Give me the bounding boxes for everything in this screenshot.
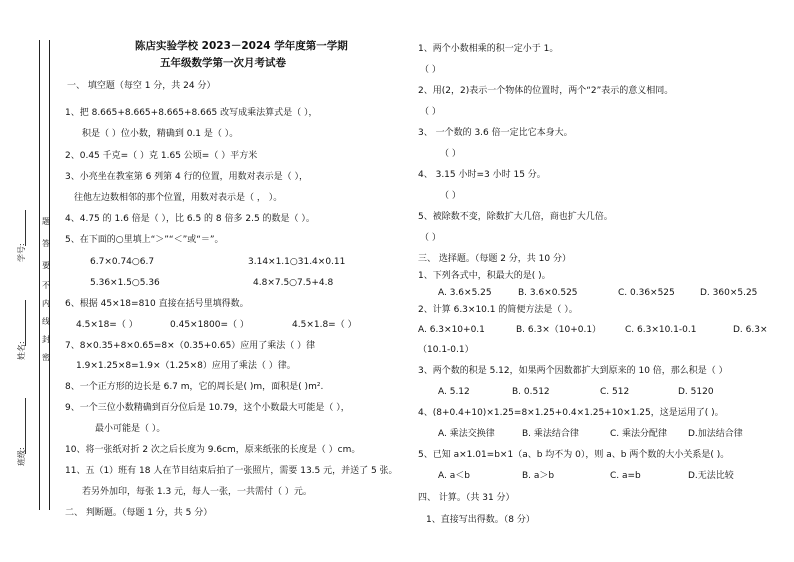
exam-title: 五年级数学第一次月考试卷 bbox=[160, 57, 286, 69]
choice-option: A. 乘法交换律 bbox=[438, 429, 495, 439]
question-1-line1: 1、把 8.665+8.665+8.665+8.665 改写成乘法算式是（ ）， bbox=[65, 108, 318, 118]
compare-item: 3.14×1.1○31.4×0.11 bbox=[248, 257, 346, 267]
choice-option: B. a＞b bbox=[522, 471, 555, 481]
calc-item: 4.5×18=（ ） bbox=[76, 320, 138, 330]
choice-4: 4、(8+0.4+10)×1.25=8×1.25+0.4×1.25+10×1.25，这是运用了( )。 bbox=[418, 408, 724, 418]
question-3-line2: 往他左边数相邻的那个位置，用数对表示是（ ， ）。 bbox=[74, 193, 283, 203]
seal-char: 封 bbox=[42, 335, 50, 344]
choice-option: D.加法结合律 bbox=[688, 429, 743, 439]
judgment-2-answer: （ ） bbox=[420, 107, 441, 117]
choice-option: B. 0.512 bbox=[512, 387, 550, 397]
question-11-line1: 11、五（1）班有 18 人在节目结束后拍了一张照片，需要 13.5 元，并送了 5 张。 bbox=[65, 466, 398, 476]
school-title: 陈店实验学校 2023－2024 学年度第一学期 bbox=[135, 40, 348, 52]
compare-item: 4.8×7.5○7.5+4.8 bbox=[253, 278, 334, 288]
question-10: 10、将一张纸对折 2 次之后长度为 9.6cm，原来纸张的长度是（ ）cm。 bbox=[65, 445, 361, 455]
judgment-3-answer: （ ） bbox=[440, 149, 461, 159]
seal-char: 线 bbox=[42, 317, 50, 326]
seal-char: 答 bbox=[42, 239, 50, 248]
question-7-line2: 1.9×1.25×8=1.9×（1.25×8）应用了乘法（ ）律。 bbox=[76, 361, 296, 371]
compare-item: 6.7×0.74○6.7 bbox=[90, 257, 155, 267]
choice-option: B. 3.6×0.525 bbox=[518, 288, 578, 298]
seal-char: 要 bbox=[42, 261, 50, 270]
question-4: 4、4.75 的 1.6 倍是（ ），比 6.5 的 8 倍多 2.5 的数是（ ）。 bbox=[65, 214, 315, 224]
choice-option: C. a=b bbox=[610, 471, 641, 481]
choice-option-continued: （10.1-0.1） bbox=[418, 345, 474, 355]
choice-option: D. 360×5.25 bbox=[700, 288, 758, 298]
question-5: 5、在下面的○里填上“＞”“＜”或“＝”。 bbox=[65, 235, 224, 245]
seal-char: 密 bbox=[42, 353, 50, 362]
judgment-5: 5、被除数不变，除数扩大几倍，商也扩大几倍。 bbox=[418, 212, 613, 222]
judgment-2: 2、用(2，2)表示一个物体的位置时，两个“2”表示的意义相同。 bbox=[418, 86, 674, 96]
choice-option: C. 512 bbox=[600, 387, 630, 397]
judgment-1: 1、两个小数相乘的积一定小于 1。 bbox=[418, 44, 559, 54]
judgment-4-answer: （ ） bbox=[440, 191, 461, 201]
section-calc-heading: 四、 计算。（共 31 分） bbox=[418, 493, 515, 503]
calc-item: 4.5×1.8=（ ） bbox=[292, 320, 357, 330]
binding-line-outer bbox=[39, 40, 40, 510]
question-2: 2、0.45 千克=（ ）克 1.65 公顷=（ ）平方米 bbox=[65, 151, 258, 161]
choice-option: A. 6.3×10+0.1 bbox=[418, 325, 485, 335]
choice-option: C. 6.3×10.1-0.1 bbox=[625, 325, 697, 335]
question-8: 8、一个正方形的边长是 6.7 m，它的周长是( )m，面积是( )m². bbox=[65, 382, 324, 392]
compare-item: 5.36×1.5○5.36 bbox=[90, 278, 160, 288]
seal-char: 题 bbox=[42, 217, 50, 226]
question-9-line2: 最小可能是（ ）。 bbox=[95, 424, 166, 434]
judgment-3: 3、 一个数的 3.6 倍一定比它本身大。 bbox=[418, 128, 573, 138]
choice-option: B. 乘法结合律 bbox=[522, 429, 579, 439]
section-judgment-heading: 二、 判断题。（每题 1 分，共 5 分） bbox=[65, 508, 213, 518]
judgment-5-answer: （ ） bbox=[420, 233, 441, 243]
question-3-line1: 3、小亮坐在教室第 6 列第 4 行的位置，用数对表示是（ ）， bbox=[65, 172, 308, 182]
calc-item: 0.45×1800=（ ） bbox=[170, 320, 249, 330]
binding-line-inner bbox=[49, 40, 50, 510]
choice-3: 3、两个数的积是 5.12，如果两个因数都扩大到原来的 10 倍，那么积是（ ） bbox=[418, 366, 728, 376]
choice-option: C. 0.36×525 bbox=[618, 288, 675, 298]
choice-option: A. a＜b bbox=[438, 471, 470, 481]
choice-option: A. 5.12 bbox=[438, 387, 470, 397]
section-fill-blank-heading: 一、 填空题（每空 1 分，共 24 分） bbox=[67, 81, 216, 91]
judgment-4: 4、 3.15 小时=3 小时 15 分。 bbox=[418, 170, 546, 180]
choice-option: B. 6.3×（10+0.1） bbox=[516, 325, 602, 335]
choice-option: D. 6.3× bbox=[733, 325, 768, 335]
question-9-line1: 9、一个三位小数精确到百分位后是 10.79，这个小数最大可能是（ ）， bbox=[65, 403, 350, 413]
calc-subheading: 1、直接写出得数。（8 分） bbox=[426, 515, 535, 525]
question-6: 6、根据 45×18=810 直接在括号里填得数。 bbox=[65, 299, 249, 309]
student-id-line bbox=[25, 210, 26, 246]
seal-char: 不 bbox=[42, 281, 50, 290]
student-name-line bbox=[25, 300, 26, 346]
student-name-label: 姓名: bbox=[17, 341, 26, 360]
choice-1: 1、下列各式中，积最大的是( )。 bbox=[418, 271, 551, 281]
section-choice-heading: 三、 选择题。（每题 2 分，共 10 分） bbox=[418, 254, 571, 264]
judgment-1-answer: （ ） bbox=[420, 65, 441, 75]
student-id-label: 学号: bbox=[17, 243, 26, 262]
seal-char: 内 bbox=[42, 299, 50, 308]
choice-option: D. 5120 bbox=[678, 387, 714, 397]
question-7-line1: 7、8×0.35+8×0.65=8×（0.35+0.65）应用了乘法（ ）律 bbox=[65, 341, 316, 351]
choice-option: C. 乘法分配律 bbox=[610, 429, 668, 439]
question-1-line2: 积是（ ）位小数，精确到 0.1 是（ ）。 bbox=[82, 129, 239, 139]
choice-option: A. 3.6×5.25 bbox=[438, 288, 492, 298]
choice-5: 5、已知 a×1.01=b×1（a、b 均不为 0），则 a、b 两个数的大小关系是( )。 bbox=[418, 450, 730, 460]
question-11-line2: 若另外加印，每张 1.3 元，每人一张，一共需付（ ）元。 bbox=[82, 487, 312, 497]
choice-2: 2、计算 6.3×10.1 的简便方法是（ ）。 bbox=[418, 305, 578, 315]
choice-option: D.无法比较 bbox=[688, 471, 734, 481]
class-label: 班级: bbox=[17, 447, 26, 466]
class-line bbox=[25, 398, 26, 454]
